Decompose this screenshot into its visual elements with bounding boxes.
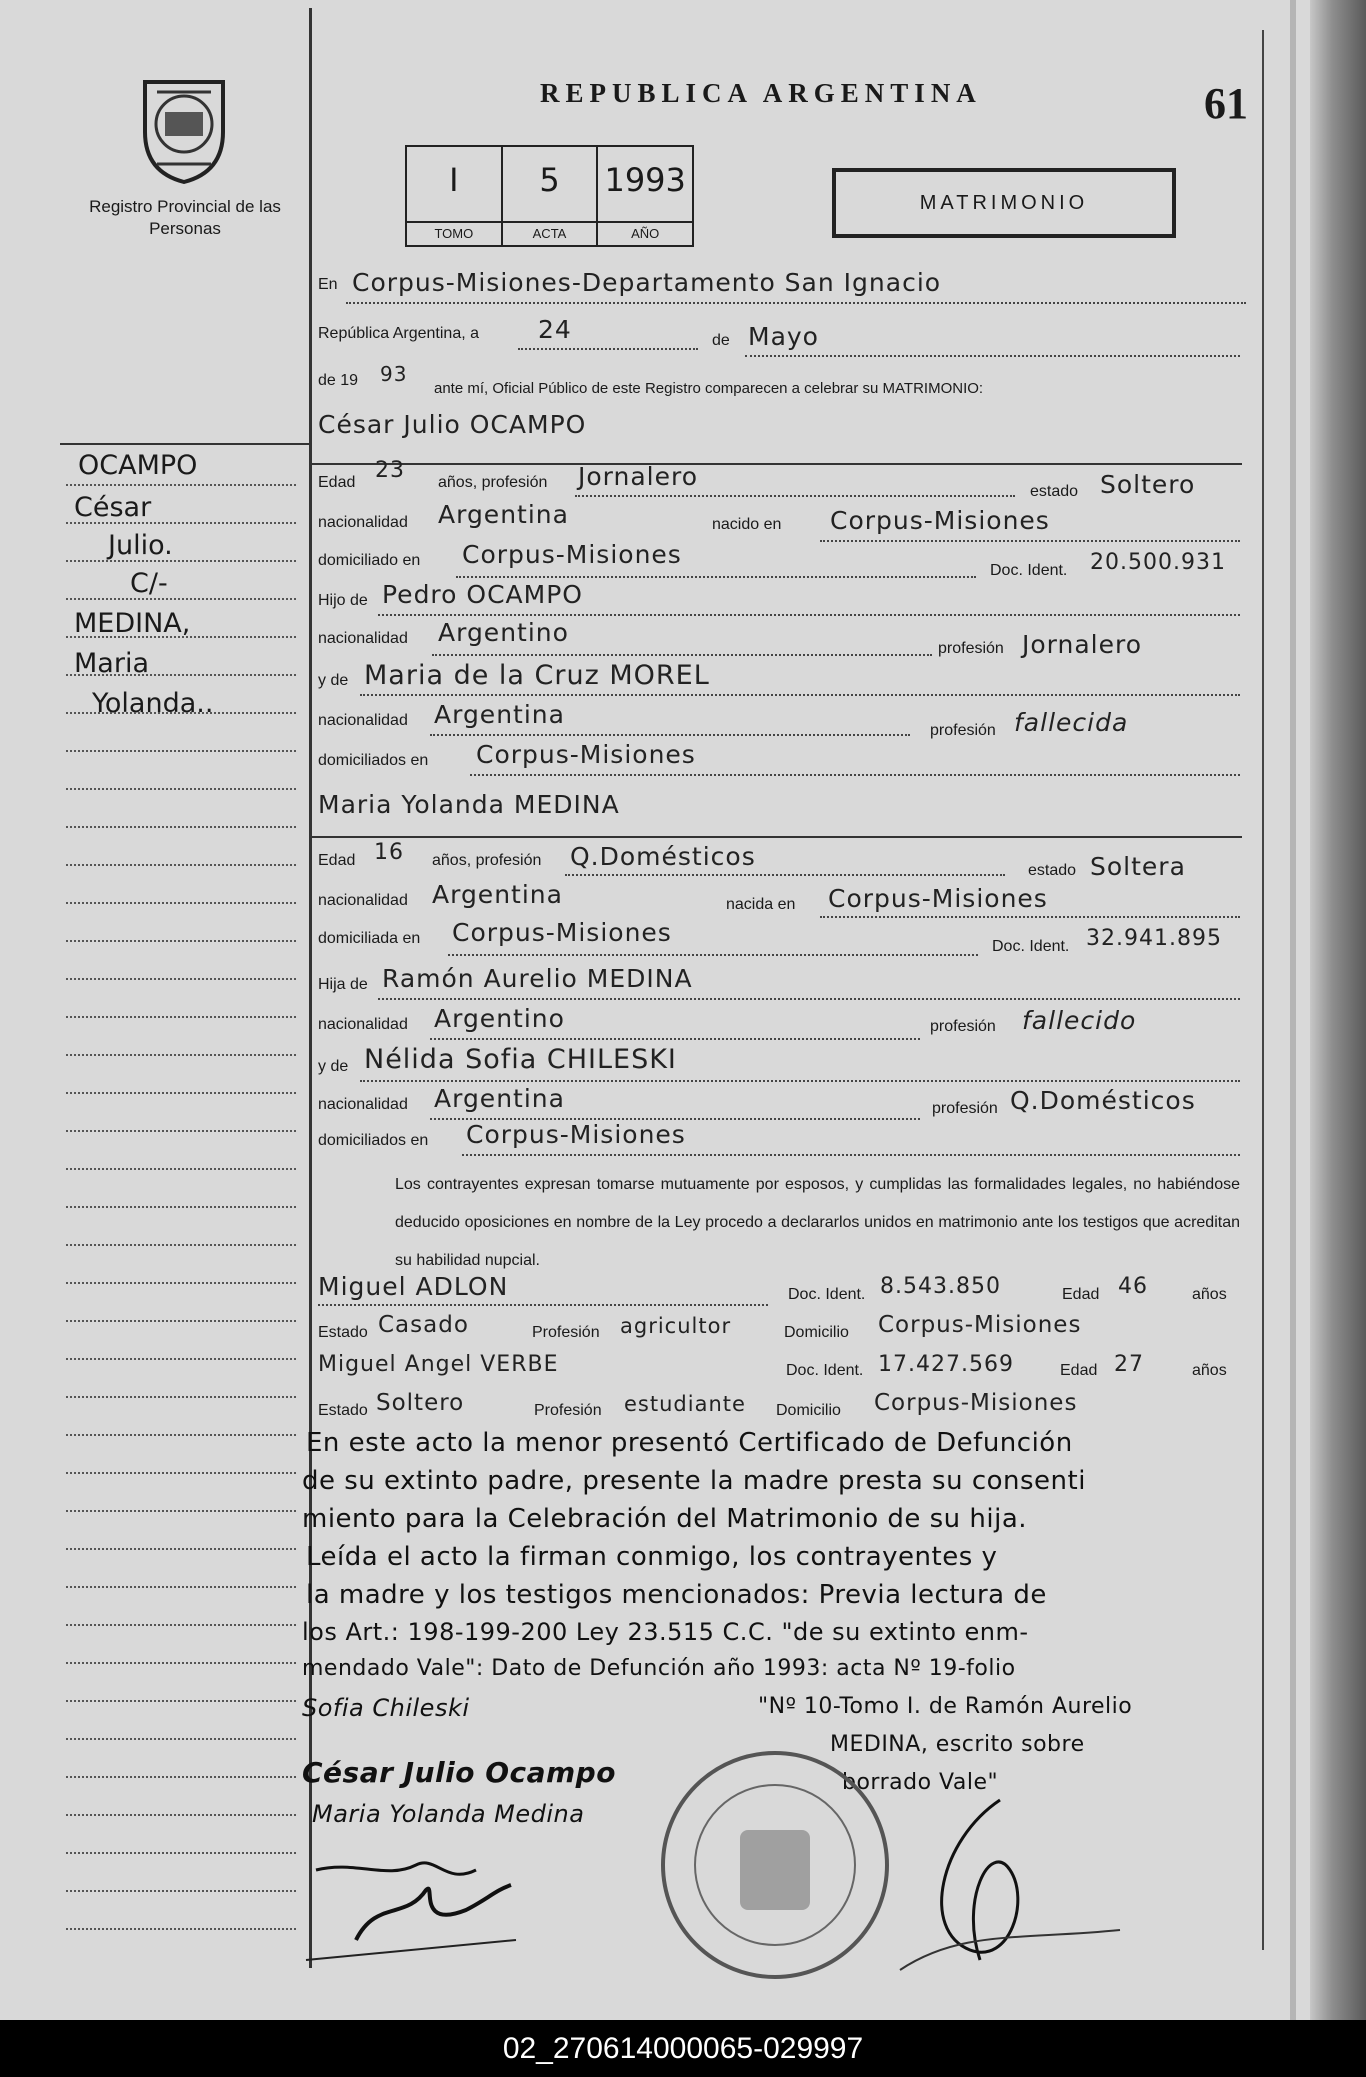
bride-mother-nac: Argentina: [434, 1084, 565, 1113]
tomo-cell: [407, 147, 503, 245]
bride-edad-label: Edad: [318, 852, 356, 869]
groom-parents-dom-label: domiciliados en: [318, 752, 429, 769]
bride-name: Maria Yolanda MEDINA: [318, 790, 620, 819]
margin-ruled-line: [66, 1928, 296, 1930]
tomo-label: TOMO: [407, 221, 501, 245]
margin-ruled-line: [66, 1092, 296, 1094]
anio-cell: [598, 147, 692, 245]
bride-father-prof: fallecido: [1022, 1006, 1137, 1035]
note-line: MEDINA, escrito sobre: [830, 1732, 1085, 1757]
witness-signatures-icon: [296, 1830, 536, 1980]
anio-value: 1993: [604, 161, 686, 199]
place-value: Corpus-Misiones-Departamento San Ignacio: [352, 268, 942, 297]
groom-nac-label: nacionalidad: [318, 514, 408, 531]
margin-ruled-line: [66, 1548, 296, 1550]
de-label: de: [712, 332, 730, 349]
margin-ruled-line: [66, 1396, 296, 1398]
record-type: MATRIMONIO: [832, 168, 1176, 238]
margin-ruled-line: [66, 902, 296, 904]
groom-name: César Julio OCAMPO: [318, 410, 587, 439]
margin-ruled-line: [66, 712, 296, 714]
dotted-line: [430, 734, 910, 736]
margin-ruled-line: [66, 1510, 296, 1512]
country-title: REPUBLICA ARGENTINA: [540, 78, 982, 108]
dotted-line: [378, 998, 1240, 1000]
groom-signature: César Julio Ocampo: [302, 1756, 616, 1789]
official-stamp-icon: [650, 1740, 900, 1990]
bride-signature: Maria Yolanda Medina: [312, 1800, 585, 1828]
bride-father-nac-label: nacionalidad: [318, 1016, 408, 1033]
bride-parents-dom: Corpus-Misiones: [466, 1120, 686, 1149]
margin-line: Julio.: [108, 530, 173, 561]
groom-domicilio: Corpus-Misiones: [462, 540, 682, 569]
image-code: 02_270614000065-029997: [0, 2020, 1366, 2077]
dotted-line: [378, 614, 1240, 616]
witness2-edad-label: Edad: [1060, 1362, 1098, 1379]
margin-ruled-line: [66, 1016, 296, 1018]
margin-line: OCAMPO: [78, 450, 198, 481]
acta-cell: [503, 147, 599, 245]
groom-profesion-label: años, profesión: [438, 474, 548, 491]
bride-nac-label: nacionalidad: [318, 892, 408, 909]
groom-father-prof-label: profesión: [938, 640, 1004, 657]
dotted-line: [430, 1038, 920, 1040]
note-line: "Nº 10-Tomo I. de Ramón Aurelio: [758, 1694, 1133, 1719]
witness2-name: Miguel Angel VERBE: [318, 1352, 559, 1377]
groom-nacido: Corpus-Misiones: [830, 506, 1050, 535]
witness1-profesion: agricultor: [620, 1314, 732, 1338]
groom-father: Pedro OCAMPO: [382, 580, 583, 609]
section-separator: [312, 836, 1242, 838]
margin-ruled-line: [66, 522, 296, 524]
margin-ruled-line: [66, 1890, 296, 1892]
bride-estado-label: estado: [1028, 862, 1077, 879]
margin-ruled-line: [66, 1244, 296, 1246]
margin-ruled-line: [66, 978, 296, 980]
margin-ruled-line: [66, 1054, 296, 1056]
note-line: de su extinto padre, presente la madre presta su consenti: [302, 1466, 1086, 1496]
dotted-line: [820, 540, 1240, 542]
bride-doc-label: Doc. Ident.: [992, 938, 1070, 955]
margin-ruled-line: [66, 1434, 296, 1436]
groom-father-nac: Argentino: [438, 618, 569, 647]
witness2-edad: 27: [1114, 1352, 1144, 1377]
bride-hija-label: Hija de: [318, 976, 368, 993]
bride-edad: 16: [374, 840, 404, 865]
groom-nacido-label: nacido en: [712, 516, 782, 533]
witness2-profesion-label: Profesión: [534, 1402, 602, 1419]
witness1-domicilio: Corpus-Misiones: [878, 1312, 1082, 1338]
bride-nacida-label: nacida en: [726, 896, 796, 913]
bride-nacida: Corpus-Misiones: [828, 884, 1048, 913]
note-line: Leída el acto la firman conmigo, los contrayentes y: [306, 1542, 998, 1572]
margin-ruled-line: [66, 1358, 296, 1360]
margin-line: Yolanda..: [92, 688, 214, 719]
bride-parents-dom-label: domiciliados en: [318, 1132, 429, 1149]
witness1-estado: Casado: [378, 1312, 469, 1338]
witness1-anios-label: años: [1192, 1286, 1227, 1303]
margin-ruled-line: [66, 560, 296, 562]
groom-edad-label: Edad: [318, 474, 356, 491]
margin-ruled-line: [66, 1320, 296, 1322]
bride-father-nac: Argentino: [434, 1004, 565, 1033]
margin-ruled-line: [66, 484, 296, 486]
bride-dom-label: domiciliada en: [318, 930, 421, 947]
dotted-line: [565, 874, 1005, 876]
margin-line: MEDINA,: [74, 608, 191, 639]
witness2-profesion: estudiante: [624, 1392, 746, 1416]
provincial-seal-icon: [135, 72, 233, 184]
margin-ruled-line: [66, 1472, 296, 1474]
witness1-doc-label: Doc. Ident.: [788, 1286, 866, 1303]
margin-ruled-line: [66, 598, 296, 600]
groom-father-nac-label: nacionalidad: [318, 630, 408, 647]
note-line: mendado Vale": Dato de Defunción año 1993: acta Nº 19-folio: [302, 1656, 1016, 1681]
note-line: En este acto la menor presentó Certificado de Defunción: [306, 1428, 1073, 1458]
groom-doc: 20.500.931: [1090, 550, 1226, 575]
acta-value: 5: [539, 161, 560, 199]
witness1-domicilio-label: Domicilio: [784, 1324, 849, 1341]
bride-mother-prof-label: profesión: [932, 1100, 998, 1117]
witness2-doc-label: Doc. Ident.: [786, 1362, 864, 1379]
bride-profesion-label: años, profesión: [432, 852, 542, 869]
dotted-line: [575, 495, 1015, 497]
groom-yde-label: y de: [318, 672, 349, 689]
margin-ruled-line: [66, 1130, 296, 1132]
mother-signature: Sofia Chileski: [302, 1694, 470, 1722]
witness1-edad: 46: [1118, 1274, 1148, 1299]
margin-ruled-line: [66, 1624, 296, 1626]
right-rule: [1262, 30, 1264, 1950]
margin-top-rule: [60, 443, 310, 445]
margin-ruled-line: [66, 1700, 296, 1702]
bride-father-prof-label: profesión: [930, 1018, 996, 1035]
dotted-line: [360, 694, 1240, 696]
formal-declaration: [315, 1166, 1240, 1280]
groom-dom-label: domiciliado en: [318, 552, 421, 569]
margin-ruled-line: [66, 1662, 296, 1664]
groom-father-prof: Jornalero: [1022, 630, 1143, 659]
statement-text: ante mí, Oficial Público de este Registro comparecen a celebrar su MATRIMONIO:: [434, 380, 984, 397]
dotted-line: [518, 348, 698, 350]
groom-mother-prof-label: profesión: [930, 722, 996, 739]
year-value: 93: [380, 362, 408, 386]
note-line: la madre y los testigos mencionados: Previa lectura de: [306, 1580, 1047, 1610]
margin-ruled-line: [66, 1738, 296, 1740]
witness1-profesion-label: Profesión: [532, 1324, 600, 1341]
margin-ruled-line: [66, 1206, 296, 1208]
witness2-domicilio: Corpus-Misiones: [874, 1390, 1078, 1416]
margin-ruled-line: [66, 826, 296, 828]
margin-ruled-line: [66, 1852, 296, 1854]
dotted-line: [462, 1154, 1240, 1156]
bride-nacionalidad: Argentina: [432, 880, 563, 909]
dotted-line: [432, 654, 932, 656]
bride-mother: Nélida Sofia CHILESKI: [364, 1044, 677, 1075]
margin-ruled-line: [66, 674, 296, 676]
de19-label: de 19: [318, 372, 359, 389]
margin-line: C/-: [130, 568, 168, 599]
margin-ruled-line: [66, 750, 296, 752]
binding-edge: [1310, 0, 1366, 2020]
dotted-line: [318, 1304, 768, 1306]
margin-ruled-line: [66, 636, 296, 638]
groom-mother-nac: Argentina: [434, 700, 565, 729]
republica-label: República Argentina, a: [318, 325, 479, 342]
margin-ruled-line: [66, 1168, 296, 1170]
formal-declaration-text: Los contrayentes expresan tomarse mutuamente por esposos, y cumplidas las formalidades legales, no habiéndose deducido oposiciones en nombre de la Ley procedo a declararlos unidos en matrimonio ante los testigos que acreditan su habilidad nupcial.: [395, 1176, 1240, 1269]
witness1-doc: 8.543.850: [880, 1274, 1001, 1299]
witness1-name: Miguel ADLON: [318, 1272, 509, 1301]
groom-edad: 23: [375, 458, 405, 483]
witness2-anios-label: años: [1192, 1362, 1227, 1379]
witness1-edad-label: Edad: [1062, 1286, 1100, 1303]
section-separator: [312, 463, 1242, 465]
bride-father: Ramón Aurelio MEDINA: [382, 964, 693, 993]
groom-profesion: Jornalero: [578, 462, 699, 491]
groom-doc-label: Doc. Ident.: [990, 562, 1068, 579]
witness2-doc: 17.427.569: [878, 1352, 1014, 1377]
groom-nacionalidad: Argentina: [438, 500, 569, 529]
anio-label: AÑO: [598, 221, 692, 245]
folio-number: 61: [1204, 79, 1248, 128]
margin-ruled-line: [66, 788, 296, 790]
bride-profesion: Q.Domésticos: [570, 842, 756, 871]
dotted-line: [360, 1080, 1240, 1082]
bride-doc: 32.941.895: [1086, 926, 1222, 951]
margin-ruled-line: [66, 940, 296, 942]
day-value: 24: [538, 315, 572, 344]
bride-yde-label: y de: [318, 1058, 349, 1075]
page-fold: [1290, 0, 1296, 2020]
en-label: En: [318, 276, 338, 293]
note-line: los Art.: 198-199-200 Ley 23.515 C.C. "de su extinto enm-: [302, 1618, 1029, 1646]
groom-hijo-label: Hijo de: [318, 592, 368, 609]
margin-ruled-line: [66, 864, 296, 866]
witness2-estado: Soltero: [376, 1390, 465, 1416]
witness2-domicilio-label: Domicilio: [776, 1402, 841, 1419]
groom-mother-nac-label: nacionalidad: [318, 712, 408, 729]
bride-mother-nac-label: nacionalidad: [318, 1096, 408, 1113]
bride-estado: Soltera: [1090, 852, 1186, 881]
note-line: borrado Vale": [842, 1770, 999, 1795]
groom-mother-prof: fallecida: [1014, 708, 1129, 737]
margin-ruled-line: [66, 1282, 296, 1284]
margin-ruled-line: [66, 1776, 296, 1778]
tomo-value: I: [449, 161, 459, 199]
dotted-line: [448, 954, 978, 956]
witness2-estado-label: Estado: [318, 1402, 368, 1419]
record-reference-box: [405, 145, 694, 247]
margin-ruled-line: [66, 1814, 296, 1816]
margin-line: César: [74, 492, 152, 523]
dotted-line: [820, 916, 1240, 918]
dotted-line: [456, 576, 976, 578]
month-value: Mayo: [748, 322, 819, 351]
margin-ruled-line: [66, 1586, 296, 1588]
dotted-line: [745, 355, 1240, 357]
witness1-estado-label: Estado: [318, 1324, 368, 1341]
acta-label: ACTA: [503, 221, 597, 245]
dotted-line: [346, 302, 1246, 304]
groom-estado-label: estado: [1030, 483, 1079, 500]
groom-mother: Maria de la Cruz MOREL: [364, 660, 710, 691]
groom-estado: Soltero: [1100, 470, 1196, 499]
note-line: miento para la Celebración del Matrimonio de su hija.: [302, 1504, 1028, 1534]
bride-mother-prof: Q.Domésticos: [1010, 1086, 1196, 1115]
bride-domicilio: Corpus-Misiones: [452, 918, 672, 947]
dotted-line: [470, 774, 1240, 776]
registry-name: Registro Provincial de las Personas: [89, 197, 281, 238]
officer-signature-icon: [880, 1780, 1140, 1980]
groom-parents-dom: Corpus-Misiones: [476, 740, 696, 769]
margin-line: Maria: [74, 648, 149, 679]
